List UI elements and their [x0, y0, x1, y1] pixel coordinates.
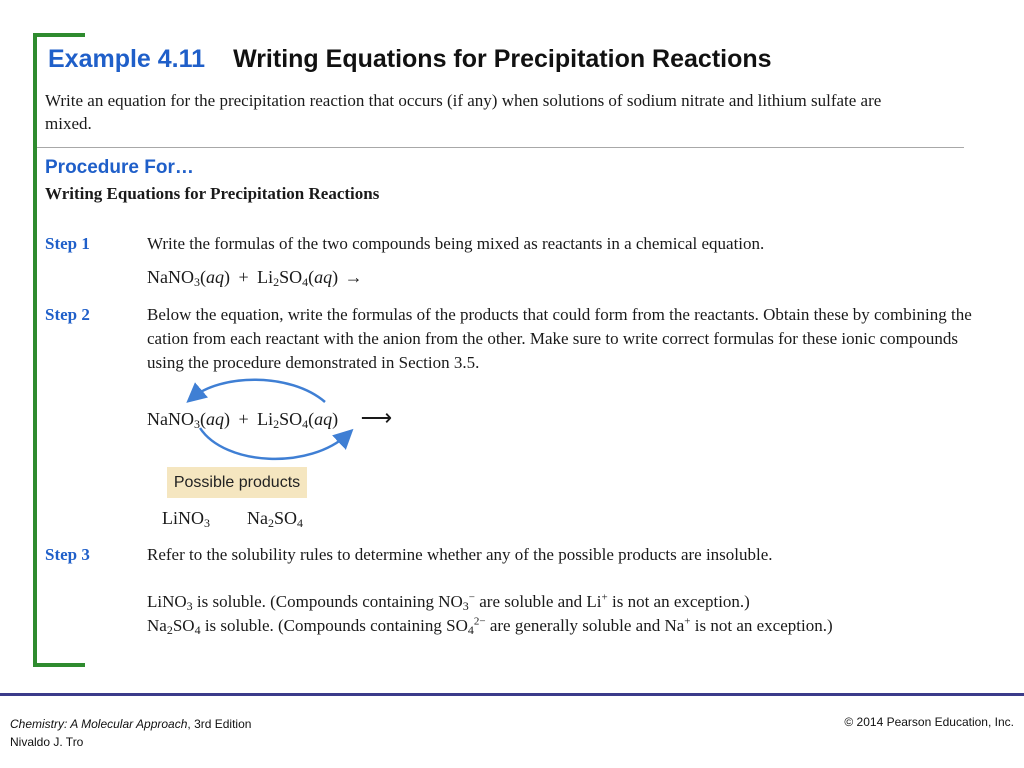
procedure-subheading: Writing Equations for Precipitation Reactions: [45, 184, 380, 203]
bracket-bottom: [33, 663, 85, 667]
bracket-vertical: [33, 33, 37, 667]
book-edition: , 3rd Edition: [187, 717, 252, 731]
step-3-label: Step 3: [45, 545, 90, 564]
step-2-text: Below the equation, write the formulas of the products that could form from the reactants. Obtain these by combining the cation from each reactant with the anion from the other. Make sure to write correct formulas for these ionic compounds using the procedure demonstrated in Section 3.5.: [147, 305, 972, 372]
step-2-equation: NaNO$_3$(aq) + $Li_2SO_4(aq)$ ⟶: [147, 405, 393, 431]
step-1-equation: NaNO$_3$(aq) + $Li_2SO_4(aq)$ →: [147, 267, 363, 289]
book-author: Nivaldo J. Tro: [10, 735, 84, 749]
bracket-top: [33, 33, 85, 37]
title-text: Writing Equations for Precipitation Reactions: [233, 45, 772, 73]
footer-copyright: © 2014 Pearson Education, Inc.: [844, 715, 1014, 729]
intro-text: Write an equation for the precipitation reaction that occurs (if any) when solutions of sodium nitrate and lithium sulfate are mixed.: [45, 91, 882, 133]
step-1-label: Step 1: [45, 234, 90, 253]
procedure-heading: Procedure For…: [45, 157, 194, 178]
step-1-text: Write the formulas of the two compounds being mixed as reactants in a chemical equation.: [147, 234, 765, 253]
na2so4-conclusion: $Na_2SO_4$ is soluble. (Compounds containing $SO_4^{2-}$ are generally soluble and Na+ is not an exception.): [147, 615, 833, 637]
possible-products-label: Possible products: [167, 467, 307, 498]
lino3-conclusion: LiNO$_3$ is soluble. (Compounds containing $NO_3^-$ are soluble and Li+ is not an exception.): [147, 591, 750, 613]
footer-citation: [10, 715, 251, 751]
step-2-label: Step 2: [45, 305, 90, 324]
example-label: Example 4.11: [48, 45, 206, 73]
step-3-text: Refer to the solubility rules to determine whether any of the possible products are insoluble.: [147, 545, 773, 564]
slide-title: [48, 45, 772, 74]
possible-products: LiNO$_3$ $Na_2SO_4$: [162, 508, 304, 530]
divider: [37, 147, 964, 148]
book-title: Chemistry: A Molecular Approach: [10, 717, 188, 731]
footer-divider: [0, 693, 1024, 696]
